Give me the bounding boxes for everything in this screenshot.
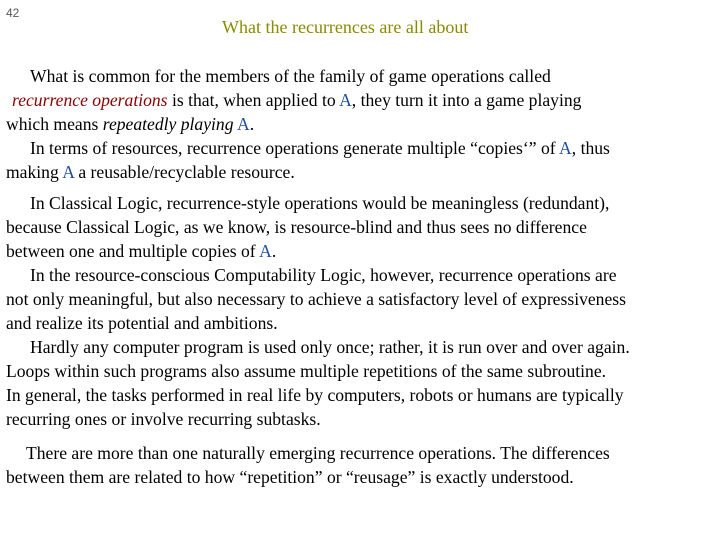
text-line [6, 88, 718, 112]
text-fragment: making [6, 162, 63, 182]
emphasis-repeatedly-playing: repeatedly playing [102, 114, 234, 134]
symbol-a: A [559, 138, 572, 158]
text-line: between them are related to how “repetition” or “reusage” is exactly understood. [6, 467, 574, 487]
page-number: 42 [6, 6, 20, 20]
text-fragment: , thus [571, 138, 610, 158]
paragraph-recurrence-definition [6, 64, 718, 136]
symbol-a: A [236, 114, 250, 134]
text-line: What is common for the members of the family of game operations called [30, 66, 551, 86]
text-line: and realize its potential and ambitions. [6, 313, 278, 333]
text-line: In Classical Logic, recurrence-style operations would be meaningless (redundant), [30, 193, 610, 213]
text-line: Hardly any computer program is used only once; rather, it is run over and over again. [30, 337, 630, 357]
text-line: recurring ones or involve recurring subtasks. [6, 409, 321, 429]
slide-title: What the recurrences are all about [222, 17, 469, 37]
text-line [6, 239, 718, 263]
text-line: There are more than one naturally emerging recurrence operations. The differences [26, 443, 610, 463]
text-fragment: which means [6, 114, 103, 134]
text-fragment: In terms of resources, recurrence operations generate multiple “copies‘” of [30, 138, 560, 158]
text-fragment: . [249, 114, 255, 134]
text-fragment: , they turn it into a game playing [351, 90, 582, 110]
text-line: because Classical Logic, as we know, is resource-blind and thus sees no difference [6, 217, 587, 237]
text-line: not only meaningful, but also necessary to achieve a satisfactory level of expressiveness [6, 289, 626, 309]
text-line [6, 136, 718, 160]
symbol-a: A [339, 90, 352, 110]
symbol-a: A [62, 162, 74, 182]
paragraph-classical-logic [6, 191, 718, 263]
text-fragment: between one and multiple copies of [6, 241, 260, 261]
text-fragment: a reusable/recyclable resource. [73, 162, 295, 182]
symbol-a: A [259, 241, 272, 261]
text-line: In general, the tasks performed in real life by computers, robots or humans are typically [6, 385, 624, 405]
text-line: Loops within such programs also assume multiple repetitions of the same subroutine. [6, 361, 607, 381]
paragraph-computer-programs [6, 335, 718, 431]
text-fragment: is that, when applied to [167, 90, 340, 110]
paragraph-resources [6, 136, 718, 184]
term-recurrence-operations: recurrence operations [12, 90, 168, 110]
paragraph-computability-logic [6, 263, 718, 335]
paragraph-differences [6, 441, 718, 489]
text-line [6, 160, 718, 184]
text-fragment: . [271, 241, 277, 261]
text-line: In the resource-conscious Computability Logic, however, recurrence operations are [30, 265, 617, 285]
text-line [6, 112, 718, 136]
